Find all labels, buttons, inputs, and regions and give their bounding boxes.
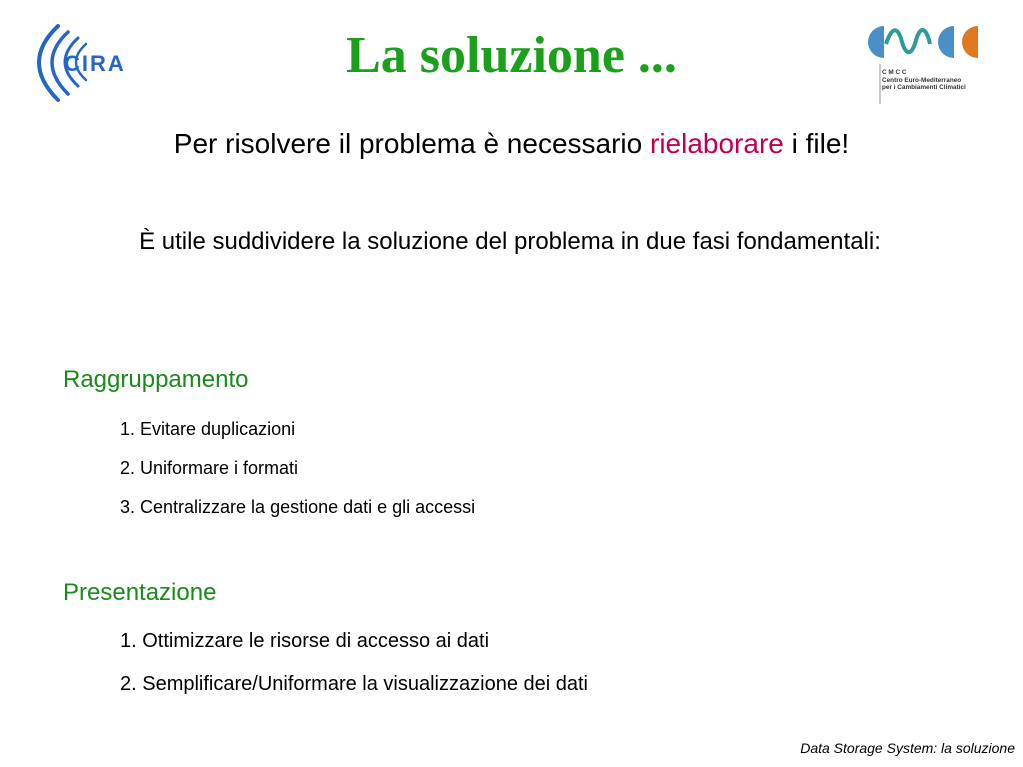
section-title-raggruppamento: Raggruppamento bbox=[63, 366, 249, 393]
cmcc-logo-line: per i Cambiamenti Climatici bbox=[882, 84, 966, 92]
intro-text: È utile suddividere la soluzione del problema in due fasi fondamentali: bbox=[139, 228, 881, 255]
list-item: 1. Evitare duplicazioni bbox=[120, 419, 296, 439]
list-item: 1. Ottimizzare le risorse di accesso ai dati bbox=[120, 630, 490, 652]
list-item: 3. Centralizzare la gestione dati e gli accessi bbox=[120, 497, 476, 517]
list-item: 2. Semplificare/Uniformare la visualizzazione dei dati bbox=[120, 673, 588, 695]
cmcc-logo-line: Centro Euro-Mediterraneo bbox=[882, 76, 962, 84]
subtitle bbox=[0, 128, 1023, 160]
subtitle-highlight: rielaborare bbox=[650, 128, 784, 159]
section-title-presentazione: Presentazione bbox=[63, 579, 217, 606]
page-title: La soluzione ... bbox=[346, 27, 677, 84]
cmcc-logo-line: C M C C bbox=[882, 69, 907, 76]
subtitle-after: i file! bbox=[783, 128, 850, 159]
footer-caption: Data Storage System: la soluzione bbox=[800, 740, 1015, 756]
cira-logo-text: CIRA bbox=[64, 51, 126, 76]
subtitle-before: Per risolvere il problema è necessario bbox=[173, 128, 650, 159]
list-item: 2. Uniformare i formati bbox=[120, 458, 299, 478]
